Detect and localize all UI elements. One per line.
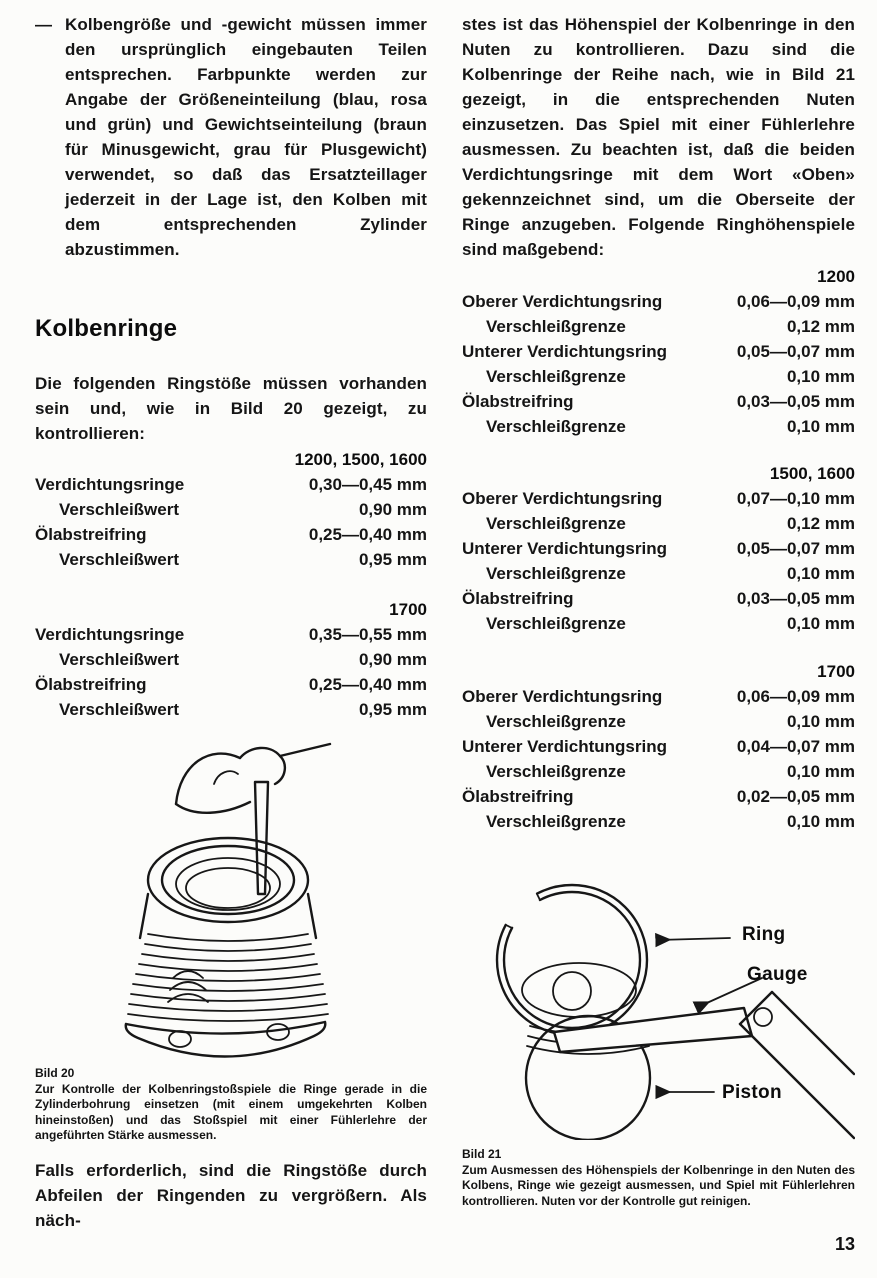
spec-label: Verschleißwert bbox=[59, 700, 180, 719]
table-row bbox=[462, 339, 855, 364]
table-row bbox=[462, 784, 855, 809]
caption-text: Zur Kontrolle der Kolbenringstoßspiele die Ringe gerade in die Zylinderbohrung einsetzen (mit einem umgekehrten Kolben hineinstoßen) und das Stoßspiel mit einer Fühlerlehre der angeführten Stärke ausmessen. bbox=[35, 1081, 427, 1142]
table-row bbox=[462, 709, 855, 734]
table-row bbox=[35, 697, 427, 722]
spec-label: Verschleißgrenze bbox=[486, 367, 626, 386]
table-row bbox=[462, 414, 855, 439]
caption-bild-20 bbox=[35, 1066, 427, 1144]
spec-label: Verschleißgrenze bbox=[486, 762, 626, 781]
spec-value: 0,10 mm bbox=[786, 367, 855, 386]
table-header: 1200 bbox=[817, 267, 855, 286]
table-row bbox=[462, 561, 855, 586]
table-row bbox=[462, 364, 855, 389]
caption-text: Zum Ausmessen des Höhenspiels der Kolbenringe in den Nuten des Kolbens, Ringe wie gezeigt ausmessen, und Spiel mit Fühlerlehren kontrollieren. Nuten vor der Kontrolle gut reinigen. bbox=[462, 1162, 855, 1208]
table-row bbox=[462, 809, 855, 834]
bullet-dash: — bbox=[35, 15, 53, 34]
cylinder-gauge-illustration bbox=[118, 742, 333, 1064]
table-row bbox=[35, 672, 427, 697]
table-header: 1700 bbox=[389, 600, 427, 619]
spec-value: 0,10 mm bbox=[786, 417, 855, 436]
table-row bbox=[35, 622, 427, 647]
table-row bbox=[35, 547, 427, 572]
table-row bbox=[35, 647, 427, 672]
section-heading-kolbenringe: Kolbenringe bbox=[35, 315, 178, 342]
spec-label: Ölabstreifring bbox=[462, 589, 574, 608]
spec-value: 0,25—0,40 mm bbox=[308, 675, 427, 694]
spec-value: 0,02—0,05 mm bbox=[736, 787, 855, 806]
spec-label: Verschleißgrenze bbox=[486, 417, 626, 436]
spec-value: 0,90 mm bbox=[358, 650, 427, 669]
table-row bbox=[462, 389, 855, 414]
continuation-paragraph: stes ist das Höhenspiel der Kolbenringe in den Nuten zu kontrollieren. Dazu sind die Kolbenringe der Reihe nach, wie in Bild 21 gezeigt, in die entsprechenden Nuten einzusetzen. Das Spiel mit einer Fühlerlehre ausmessen. Zu beachten ist, daß die beiden Verdichtungsringe mit dem Wort «Oben» gekennzeichnet sind, um die Oberseite der Ringe anzugeben. Folgende Ringhöhenspiele sind maßgebend: bbox=[462, 15, 855, 259]
spec-value: 0,10 mm bbox=[786, 712, 855, 731]
spec-value: 0,05—0,07 mm bbox=[736, 342, 855, 361]
table-row bbox=[35, 522, 427, 547]
page-number: 13 bbox=[835, 1234, 856, 1254]
spec-value: 0,12 mm bbox=[786, 514, 855, 533]
spec-label: Unterer Verdichtungsring bbox=[462, 539, 667, 558]
spec-label: Ölabstreifring bbox=[462, 392, 574, 411]
figure-bild-21 bbox=[462, 874, 855, 1140]
spec-label: Unterer Verdichtungsring bbox=[462, 342, 667, 361]
bullet-text: Kolbengröße und -gewicht müssen immer den ursprünglich eingebauten Teilen entsprechen. Farbpunkte werden zur Angabe der Größeneinteilung (blau, rosa und grün) und Gewichtseinteilung (braun für Minusgewicht, grau für Plusgewicht) verwendet, so daß das Ersatzteillager jederzeit in der Lage ist, den Kolben mit dem entsprechenden Zylinder abzustimmen. bbox=[65, 15, 427, 259]
spec-value: 0,06—0,09 mm bbox=[736, 687, 855, 706]
spec-label: Verschleißgrenze bbox=[486, 317, 626, 336]
spec-label: Oberer Verdichtungsring bbox=[462, 489, 663, 508]
spec-value: 0,90 mm bbox=[358, 500, 427, 519]
table-row bbox=[462, 486, 855, 511]
table-row bbox=[462, 734, 855, 759]
spec-value: 0,07—0,10 mm bbox=[736, 489, 855, 508]
spec-label: Ölabstreifring bbox=[462, 787, 574, 806]
table-row bbox=[35, 472, 427, 497]
ring-gap-table-1200-1500-1600 bbox=[35, 447, 427, 572]
spec-value: 0,95 mm bbox=[358, 550, 427, 569]
closing-paragraph: Falls erforderlich, sind die Ringstöße durch Abfeilen der Ringenden zu vergrößern. Als näch- bbox=[35, 1161, 427, 1230]
figure-bild-20 bbox=[118, 742, 333, 1064]
table-row bbox=[462, 684, 855, 709]
table-row bbox=[462, 611, 855, 636]
spec-value: 0,10 mm bbox=[786, 614, 855, 633]
caption-title: Bild 20 bbox=[35, 1066, 75, 1080]
spec-value: 0,12 mm bbox=[786, 317, 855, 336]
spec-label: Verschleißgrenze bbox=[486, 812, 626, 831]
spec-value: 0,30—0,45 mm bbox=[308, 475, 427, 494]
fig21-label-piston: Piston bbox=[722, 1082, 782, 1103]
ring-height-table-1200 bbox=[462, 264, 855, 439]
spec-value: 0,03—0,05 mm bbox=[736, 589, 855, 608]
table-row bbox=[35, 497, 427, 522]
spec-value: 0,10 mm bbox=[786, 762, 855, 781]
caption-title: Bild 21 bbox=[462, 1147, 502, 1161]
table-header: 1500, 1600 bbox=[769, 464, 855, 483]
spec-label: Verschleißgrenze bbox=[486, 564, 626, 583]
fig21-label-gauge: Gauge bbox=[747, 964, 808, 985]
table-row bbox=[462, 314, 855, 339]
spec-label: Verdichtungsringe bbox=[35, 475, 185, 494]
spec-value: 0,35—0,55 mm bbox=[308, 625, 427, 644]
spec-label: Oberer Verdichtungsring bbox=[462, 687, 663, 706]
table-row bbox=[462, 586, 855, 611]
spec-value: 0,95 mm bbox=[358, 700, 427, 719]
spec-label: Verschleißgrenze bbox=[486, 514, 626, 533]
table-header: 1200, 1500, 1600 bbox=[294, 450, 427, 469]
spec-label: Verschleißwert bbox=[59, 500, 180, 519]
caption-bild-21 bbox=[462, 1147, 855, 1209]
piston-ring-gauge-illustration bbox=[462, 874, 855, 1140]
spec-label: Verschleißgrenze bbox=[486, 614, 626, 633]
spec-value: 0,03—0,05 mm bbox=[736, 392, 855, 411]
table-row bbox=[462, 511, 855, 536]
spec-value: 0,10 mm bbox=[786, 812, 855, 831]
intro-paragraph: Die folgenden Ringstöße müssen vorhanden sein und, wie in Bild 20 gezeigt, zu kontrollieren: bbox=[35, 374, 427, 443]
table-row bbox=[462, 759, 855, 784]
spec-label: Verschleißwert bbox=[59, 650, 180, 669]
fig21-label-ring: Ring bbox=[742, 924, 786, 945]
ring-gap-table-1700 bbox=[35, 597, 427, 722]
table-row bbox=[462, 536, 855, 561]
spec-label: Verschleißgrenze bbox=[486, 712, 626, 731]
spec-label: Ölabstreifring bbox=[35, 525, 147, 544]
spec-value: 0,05—0,07 mm bbox=[736, 539, 855, 558]
ring-height-table-1500-1600 bbox=[462, 461, 855, 636]
spec-value: 0,10 mm bbox=[786, 564, 855, 583]
spec-label: Verschleißwert bbox=[59, 550, 180, 569]
spec-label: Verdichtungsringe bbox=[35, 625, 185, 644]
spec-value: 0,25—0,40 mm bbox=[308, 525, 427, 544]
bullet-item bbox=[35, 12, 427, 262]
table-row bbox=[462, 289, 855, 314]
spec-label: Oberer Verdichtungsring bbox=[462, 292, 663, 311]
spec-value: 0,06—0,09 mm bbox=[736, 292, 855, 311]
spec-label: Ölabstreifring bbox=[35, 675, 147, 694]
spec-label: Unterer Verdichtungsring bbox=[462, 737, 667, 756]
spec-value: 0,04—0,07 mm bbox=[736, 737, 855, 756]
table-header: 1700 bbox=[817, 662, 855, 681]
ring-height-table-1700 bbox=[462, 659, 855, 834]
